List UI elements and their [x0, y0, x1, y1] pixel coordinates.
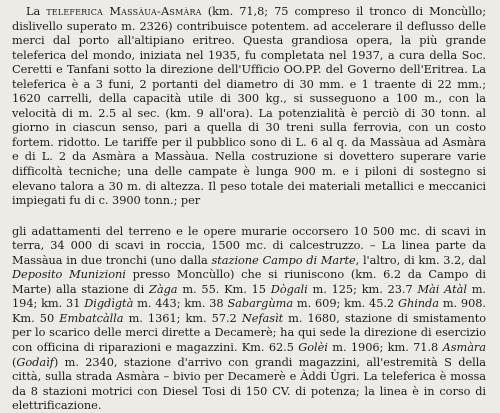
emphasis-text: Nefasìt	[241, 310, 284, 325]
emphasis-text: Sabargùma	[227, 296, 294, 311]
body-text: m. 55. Km. 15	[177, 281, 271, 296]
emphasis-text: Digdìgtà	[84, 296, 134, 311]
body-text: m. 125; km. 23.7	[307, 281, 418, 296]
emphasis-text: Zàga	[149, 281, 178, 296]
emphasis-text: Deposito Munizioni	[12, 267, 126, 282]
paragraph-linea	[12, 224, 486, 413]
body-text: m. 194; km. 31	[12, 281, 486, 311]
emphasis-text: Ghinda	[397, 296, 439, 311]
emphasis-text: stazione Campo di Marte	[211, 252, 356, 267]
paragraph-gap	[12, 208, 486, 224]
body-text: (	[12, 354, 17, 369]
emphasis-text: Dògali	[270, 281, 308, 296]
body-text: , l'altro, di km. 3.2, dal	[355, 252, 486, 267]
body-text: presso Moncùllo) che si riuniscono (km. 6.2 da Campo di Marte) alla stazione di	[12, 267, 486, 296]
emphasis-text: Asmàra	[442, 340, 486, 355]
emphasis-text: teleferica Massàua-Asmàra	[46, 4, 202, 18]
emphasis-text: Embatcàlla	[59, 310, 124, 325]
body-text: m. 443; km. 38	[133, 296, 228, 311]
emphasis-text: Godaìf	[16, 354, 54, 369]
body-text: m. 1680, stazione di smistamento per lo scarico delle merci dirette a Decamerè; ha qui sede la direzione di esercizio con officina di riparazioni e magazzini. Km. 62.5	[12, 310, 486, 355]
paragraph-teleferica	[12, 4, 486, 208]
body-text: m. 1906; km. 71.8	[327, 340, 443, 355]
body-text: gli adattamenti del terreno e le opere murarie occorsero 10 500 mc. di scavi in terra, 34 000 di scavi in roccia, 1500 mc. di calcestruzzo. – La linea parte da Massàua in due tronchi (uno dalla	[12, 223, 486, 267]
body-text: m. 908. Km. 50	[12, 296, 486, 325]
body-text: m. 609; km. 45.2	[293, 296, 398, 311]
body-text: ) m. 2340, stazione d'arrivo con grandi magazzini, all'estremità S della città, sulla strada Asmàra – bivio per Decamerè e Àddi Ùgri. La teleferica è mossa da 8 stazioni motrici con Diesel Tosi di 150 CV. di potenza; la linea è in corso di elettrificazione.	[12, 354, 486, 413]
emphasis-text: Mài Atàl	[417, 281, 467, 296]
emphasis-text: Golèi	[298, 340, 328, 355]
body-text: (km. 71,8; 75 compreso il tronco di Moncùllo; dislivello superato m. 2326) contribuisce potentem. ad accelerare il deflusso delle merci dal porto all'altipiano eritreo. Questa grandiosa opera, la più grande teleferica del mondo, iniziata nel 1935, fu completata nel 1937, a cura della Soc. Ceretti e Tanfani sotto la direzione dell'Ufficio OO.PP. del Governo dell'Eritrea. La teleferica è a 3 funi, 2 portanti del diametro di 30 mm. e 1 traente di 22 mm.; 1620 carrelli, della capacità utile di 300 kg., si susseguono a 100 m., con la velocità di m. 2.5 al sec. (km. 9 all'ora). La potenzialità è perciò di 30 tonn. al giorno in ciascun senso, pari a quella di 30 treni sulla ferrovia, con un costo fortem. ridotto. Le tariffe per il pubblico sono di L. 6 al q. da Massàua ad Asmàra e di L. 2 da Asmàra a Massàua. Nella costruzione si dovettero superare varie difficoltà tecniche; una delle campate è lunga 900 m. e i piloni di sostegno si elevano talora a 30 m. di altezza. Il peso totale dei materiali metallici e meccanici impiegati fu di c. 3900 tonn.; per	[12, 4, 486, 208]
body-text: La	[26, 4, 47, 18]
body-text: m. 1361; km. 57.2	[123, 310, 242, 325]
